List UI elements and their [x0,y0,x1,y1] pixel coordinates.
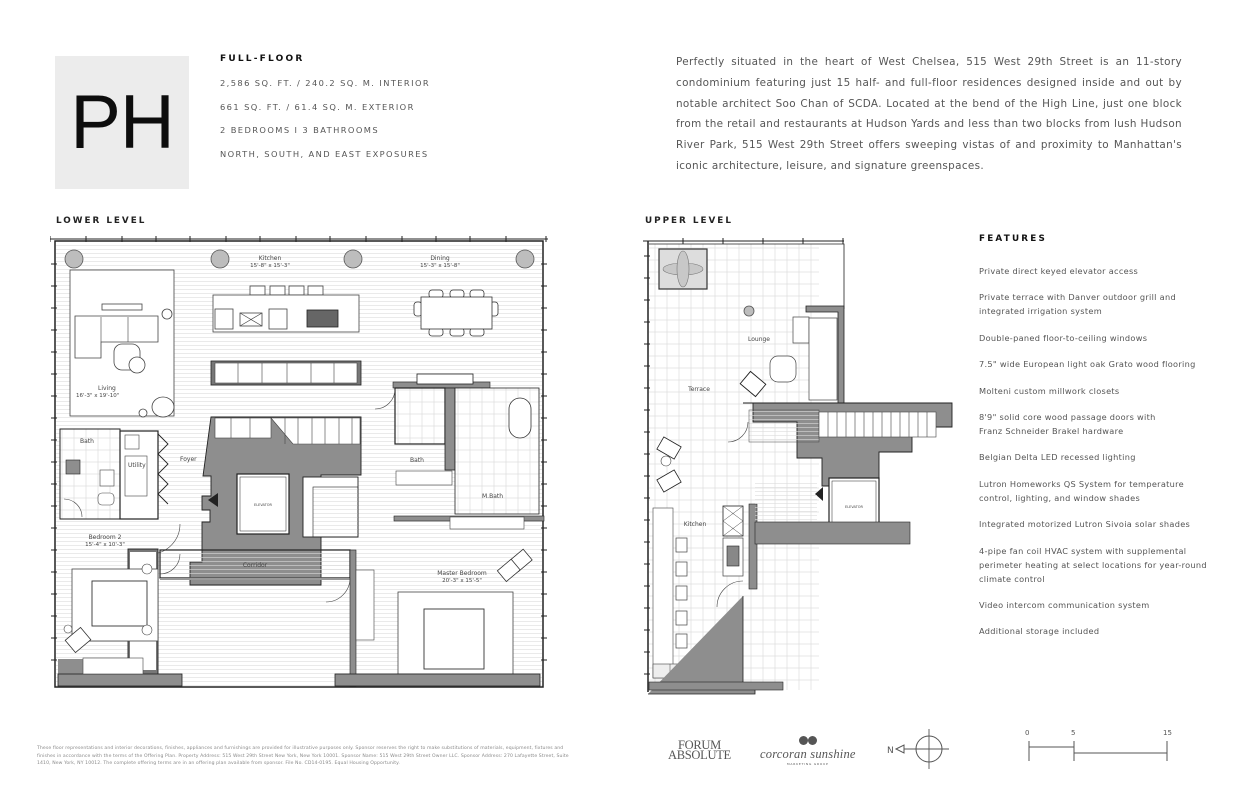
features-list [979,234,1214,651]
room-label-lounge: Lounge [747,336,771,343]
scale-tick-5: 5 [1071,729,1076,737]
room-label-bedroom-2: Bedroom 2 [88,534,122,541]
unit-specs [220,54,430,172]
intro-paragraph: Perfectly situated in the heart of West Chelsea, 515 West 29th Street is an 11-story condominium featuring just 15 half- and full-floor residences designed inside and out by notable architect Soo Chan of SCDA. Located at the bend of the High Line, just one block from the retail and restaurants at Hudson Yards and less than two blocks from lush Hudson River Park, 515 West 29th Street offers sweeping vistas of and proximity to Manhattan's iconic architecture, leisure, and signature greenspaces. [676,56,1182,172]
room-dims-bedroom-2: 15'-4" x 10'-3" [85,542,125,548]
spec-interior: 2,586 SQ. FT. / 240.2 SQ. M. INTERIOR [220,78,431,88]
room-label-utility: Utility [128,462,146,469]
feature-item: Double-paned floor-to-ceiling windows [979,332,1148,343]
room-label-bath-2: Bath [410,457,424,464]
unit-badge-label: PH [70,79,174,165]
legal-disclaimer: These floor representations and interior decorations, finishes, appliances and furnishings are provided for illustrative purposes only. Sponsor reserves the right to make substitutions of materials, equipment, fixtures and finishes in accordance with the terms of the Offering Plan. Property Address: 515 West 29th Street New York, New York 10001. Sponsor Name: 515 West 29th Street Owner LLC. Sponsor Address: 270 Lafayette Street, Suite 1410, New York, NY 10012. The complete offering terms are in an offering plan available from sponsor. File No. CD14-0195. Equal Housing Opportunity. [37,746,569,767]
unit-badge [55,56,189,189]
room-label-upper-kitchen: Kitchen [683,521,707,528]
corcoran-mark-icon [799,736,817,745]
feature-item: Additional storage included [979,626,1100,637]
room-label-terrace: Terrace [688,386,710,393]
scale-bar [1020,727,1180,767]
scale-tick-0: 0 [1025,729,1030,737]
feature-item: Private direct keyed elevator access [979,266,1139,276]
upper-elevator-label: ELEVATOR [845,505,863,509]
room-label-master-bedroom: Master Bedroom [437,570,487,577]
forum-logo-line2: ABSOLUTE [668,748,731,762]
features-title: FEATURES [979,234,1048,244]
north-arrow-icon [887,727,957,775]
feature-item: Private terrace with Danver outdoor grill and integrated irrigation system [979,292,1176,317]
room-dims-master-bedroom: 20'-3" x 15'-5" [442,578,482,584]
specs-title: FULL-FLOOR [220,54,305,64]
feature-item: Video intercom communication system [979,599,1150,610]
forum-logo-line1: FORUM [677,738,721,752]
lower-level-floorplan [50,234,550,696]
room-label-living: Living [98,385,116,392]
feature-item: 7.5" wide European light oak Grato wood flooring [979,359,1196,370]
spec-exterior: 661 SQ. FT. / 61.4 SQ. M. EXTERIOR [220,101,415,112]
room-label-kitchen: Kitchen [258,255,282,262]
corcoran-sunshine-logo [760,736,856,766]
room-dims-kitchen: 15'-8" x 15'-3" [250,263,290,269]
spec-rooms: 2 BEDROOMS I 3 BATHROOMS [220,125,380,136]
corcoran-logo-name: corcoran sunshine [760,747,856,761]
feature-item: Lutron Homeworks QS System for temperature control, lighting, and window shades [979,478,1184,503]
room-label-dining: Dining [430,255,450,262]
lower-level-label: LOWER LEVEL [56,216,147,226]
room-label-corridor: Corridor [242,562,268,569]
upper-level-label: UPPER LEVEL [645,216,733,226]
feature-item: Integrated motorized Lutron Sivoia solar shades [979,519,1191,530]
upper-level-floorplan [643,236,953,696]
room-label-bath-1: Bath [80,438,94,445]
feature-item: 8'9" solid core wood passage doors with Franz Schneider Brakel hardware [979,411,1156,436]
feature-item: Molteni custom millwork closets [979,385,1120,396]
room-dims-dining: 15'-3" x 15'-8" [420,263,460,269]
room-dims-living: 16'-3" x 19'-10" [76,393,120,399]
room-label-foyer: Foyer [180,456,197,463]
north-label: N [887,746,894,756]
corcoran-logo-sub: MARKETING GROUP [787,762,829,766]
spec-exposures: NORTH, SOUTH, AND EAST EXPOSURES [220,148,429,159]
feature-item: Belgian Delta LED recessed lighting [979,452,1136,463]
scale-tick-15: 15 [1163,729,1172,737]
feature-item: 4-pipe fan coil HVAC system with supplemental perimeter heating at select locations for year-round climate control [979,545,1207,584]
forum-absolute-logo [668,740,731,760]
room-label-master-bath: M.Bath [482,493,504,500]
elevator-label: ELEVATOR [254,503,272,507]
